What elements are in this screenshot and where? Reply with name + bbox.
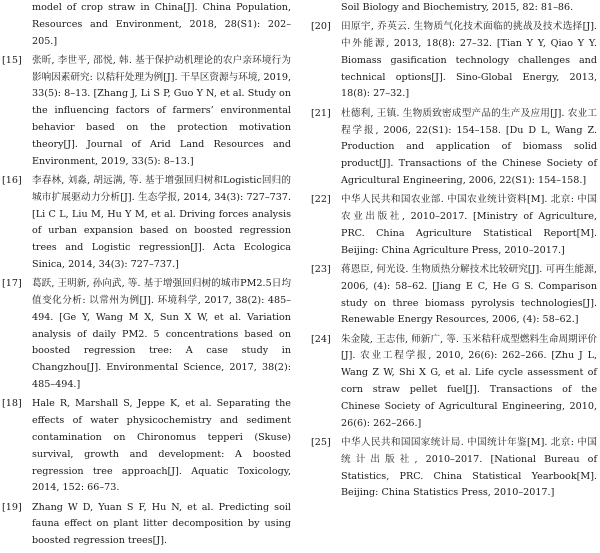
reference-text: 张昕, 李世平, 邵悦, 韩. 基于保护动机理论的农户亲环境行为影响因素研究: 以秸秆处理为例[J]. 干旱区资源与环境, 2019, 33(5): 8–13. [Zhang J, Li S P, Guo Y N, et al. Study on the influencing factors of farmers’ environmental behavior based on the protection motivation theory[J]. Journal of Arid Land Resources and Environment, 2019, 33(5): 8–13.]: [32, 54, 291, 167]
reference-number: [20]: [311, 21, 331, 33]
reference-23: [311, 262, 597, 329]
reference-22: [311, 192, 597, 259]
reference-19: [2, 500, 291, 550]
reference-number: [22]: [311, 194, 331, 206]
reference-text: 蒋恩臣, 何光设. 生物质热分解技术比较研究[J]. 可再生能源, 2006, (4): 58–62. [Jiang E C, He G S. Comparison study on three biomass pyrolysis technologies[J]. Renewable Energy Resources, 2006, (4): 58–62.]: [341, 263, 597, 326]
reference-number: [18]: [2, 398, 22, 410]
reference-text: 杜德利, 王镇. 生物质致密成型产品的生产及应用[J]. 农业工程学报, 2006, 22(S1): 154–158. [Du D L, Wang Z. Production and application of biomass solid product[J]. Transactions of the Chinese Society of Agricultural Engineering, 2006, 22(S1): 154–158.]: [341, 107, 597, 186]
reference-continuation: Soil Biology and Biochemistry, 2015, 82: 81–86.: [341, 2, 574, 13]
reference-number: [23]: [311, 263, 331, 275]
reference-number: [17]: [2, 278, 22, 290]
reference-15: [2, 53, 291, 171]
reference-text: Zhang W D, Yuan S F, Hu N, et al. Predicting soil fauna effect on plant litter decomposition by using boosted regression trees[J].: [32, 501, 291, 547]
reference-20: [311, 19, 597, 103]
reference-text: 李春林, 刘淼, 胡远满, 等. 基于增强回归树和Logistic回归的城市扩展驱动力分析[J]. 生态学报, 2014, 34(3): 727–737. [Li C L, Liu M, Hu Y M, et al. Driving forces analysis of urban expansion based on boosted regression trees and Logistic regression[J]. Acta Ecologica Sinica, 2014, 34(3): 727–737.]: [32, 174, 291, 270]
reference-text: 朱金陵, 王志伟, 师新广, 等. 玉米秸秆成型燃料生命周期评价[J]. 农业工程学报, 2010, 26(6): 262–266. [Zhu J L, Wang Z W, Shi X G, et al. Life cycle assessment of corn straw pellet fuel[J]. Transactions of the Chinese Society of Agricultural Engineering, 2010, 26(6): 262–266.]: [341, 333, 597, 429]
left-column: [2, 0, 291, 553]
reference-number: [25]: [311, 436, 331, 448]
reference-18: [2, 396, 291, 497]
reference-number: [24]: [311, 333, 331, 345]
reference-24: [311, 332, 597, 433]
reference-25: [311, 435, 597, 502]
reference-text: 中华人民共和国农业部. 中国农业统计资料[M]. 北京: 中国农业出版社, 2010–2017. [Ministry of Agriculture, PRC. China Agriculture Statistical Report[M]. Beijing: China Agriculture Press, 2010–2017.]: [341, 194, 597, 256]
reference-16: [2, 173, 291, 274]
reference-number: [15]: [2, 54, 22, 66]
reference-continuation: model of crop straw in China[J]. China Population, Resources and Environment, 2018, 28(S1): 202–205.]: [32, 2, 291, 47]
reference-text: 田原宇, 乔英云. 生物质气化技术面临的挑战及技术选择[J]. 中外能源, 2013, 18(8): 27–32. [Tian Y Y, Qiao Y Y. Biomass gasification technology challenges and technical options[J]. Sino-Global Energy, 2013, 18(8): 27–32.]: [341, 21, 597, 100]
reference-text: 中华人民共和国国家统计局. 中国统计年鉴[M]. 北京: 中国统计出版社, 2010–2017. [National Bureau of Statistics, PRC. China Statistical Yearbook[M]. Beijing: China Statistics Press, 2010–2017.]: [341, 436, 597, 499]
right-column: [311, 0, 597, 505]
reference-text: 葛跃, 王明新, 孙向武, 等. 基于增强回归树的城市PM2.5日均值变化分析: 以常州为例[J]. 环境科学, 2017, 38(2): 485–494. [Ge Y, Wang M X, Sun X W, et al. Variation analysis of daily PM2. 5 concentrations based on boosted regression tree: A case study in Changzhou[J]. Environmental Science, 2017, 38(2): 485–494.]: [32, 278, 291, 391]
reference-17: [2, 276, 291, 394]
reference-text: Hale R, Marshall S, Jeppe K, et al. Separating the effects of water physicochemistry and sediment contamination on Chironomus tepperi (Skuse) survival, growth and development: A boosted regression tree approach[J]. Aquatic Toxicology, 2014, 152: 66–73.: [32, 398, 291, 494]
reference-21: [311, 106, 597, 190]
reference-number: [16]: [2, 174, 22, 186]
reference-number: [21]: [311, 107, 331, 119]
reference-number: [19]: [2, 501, 22, 513]
